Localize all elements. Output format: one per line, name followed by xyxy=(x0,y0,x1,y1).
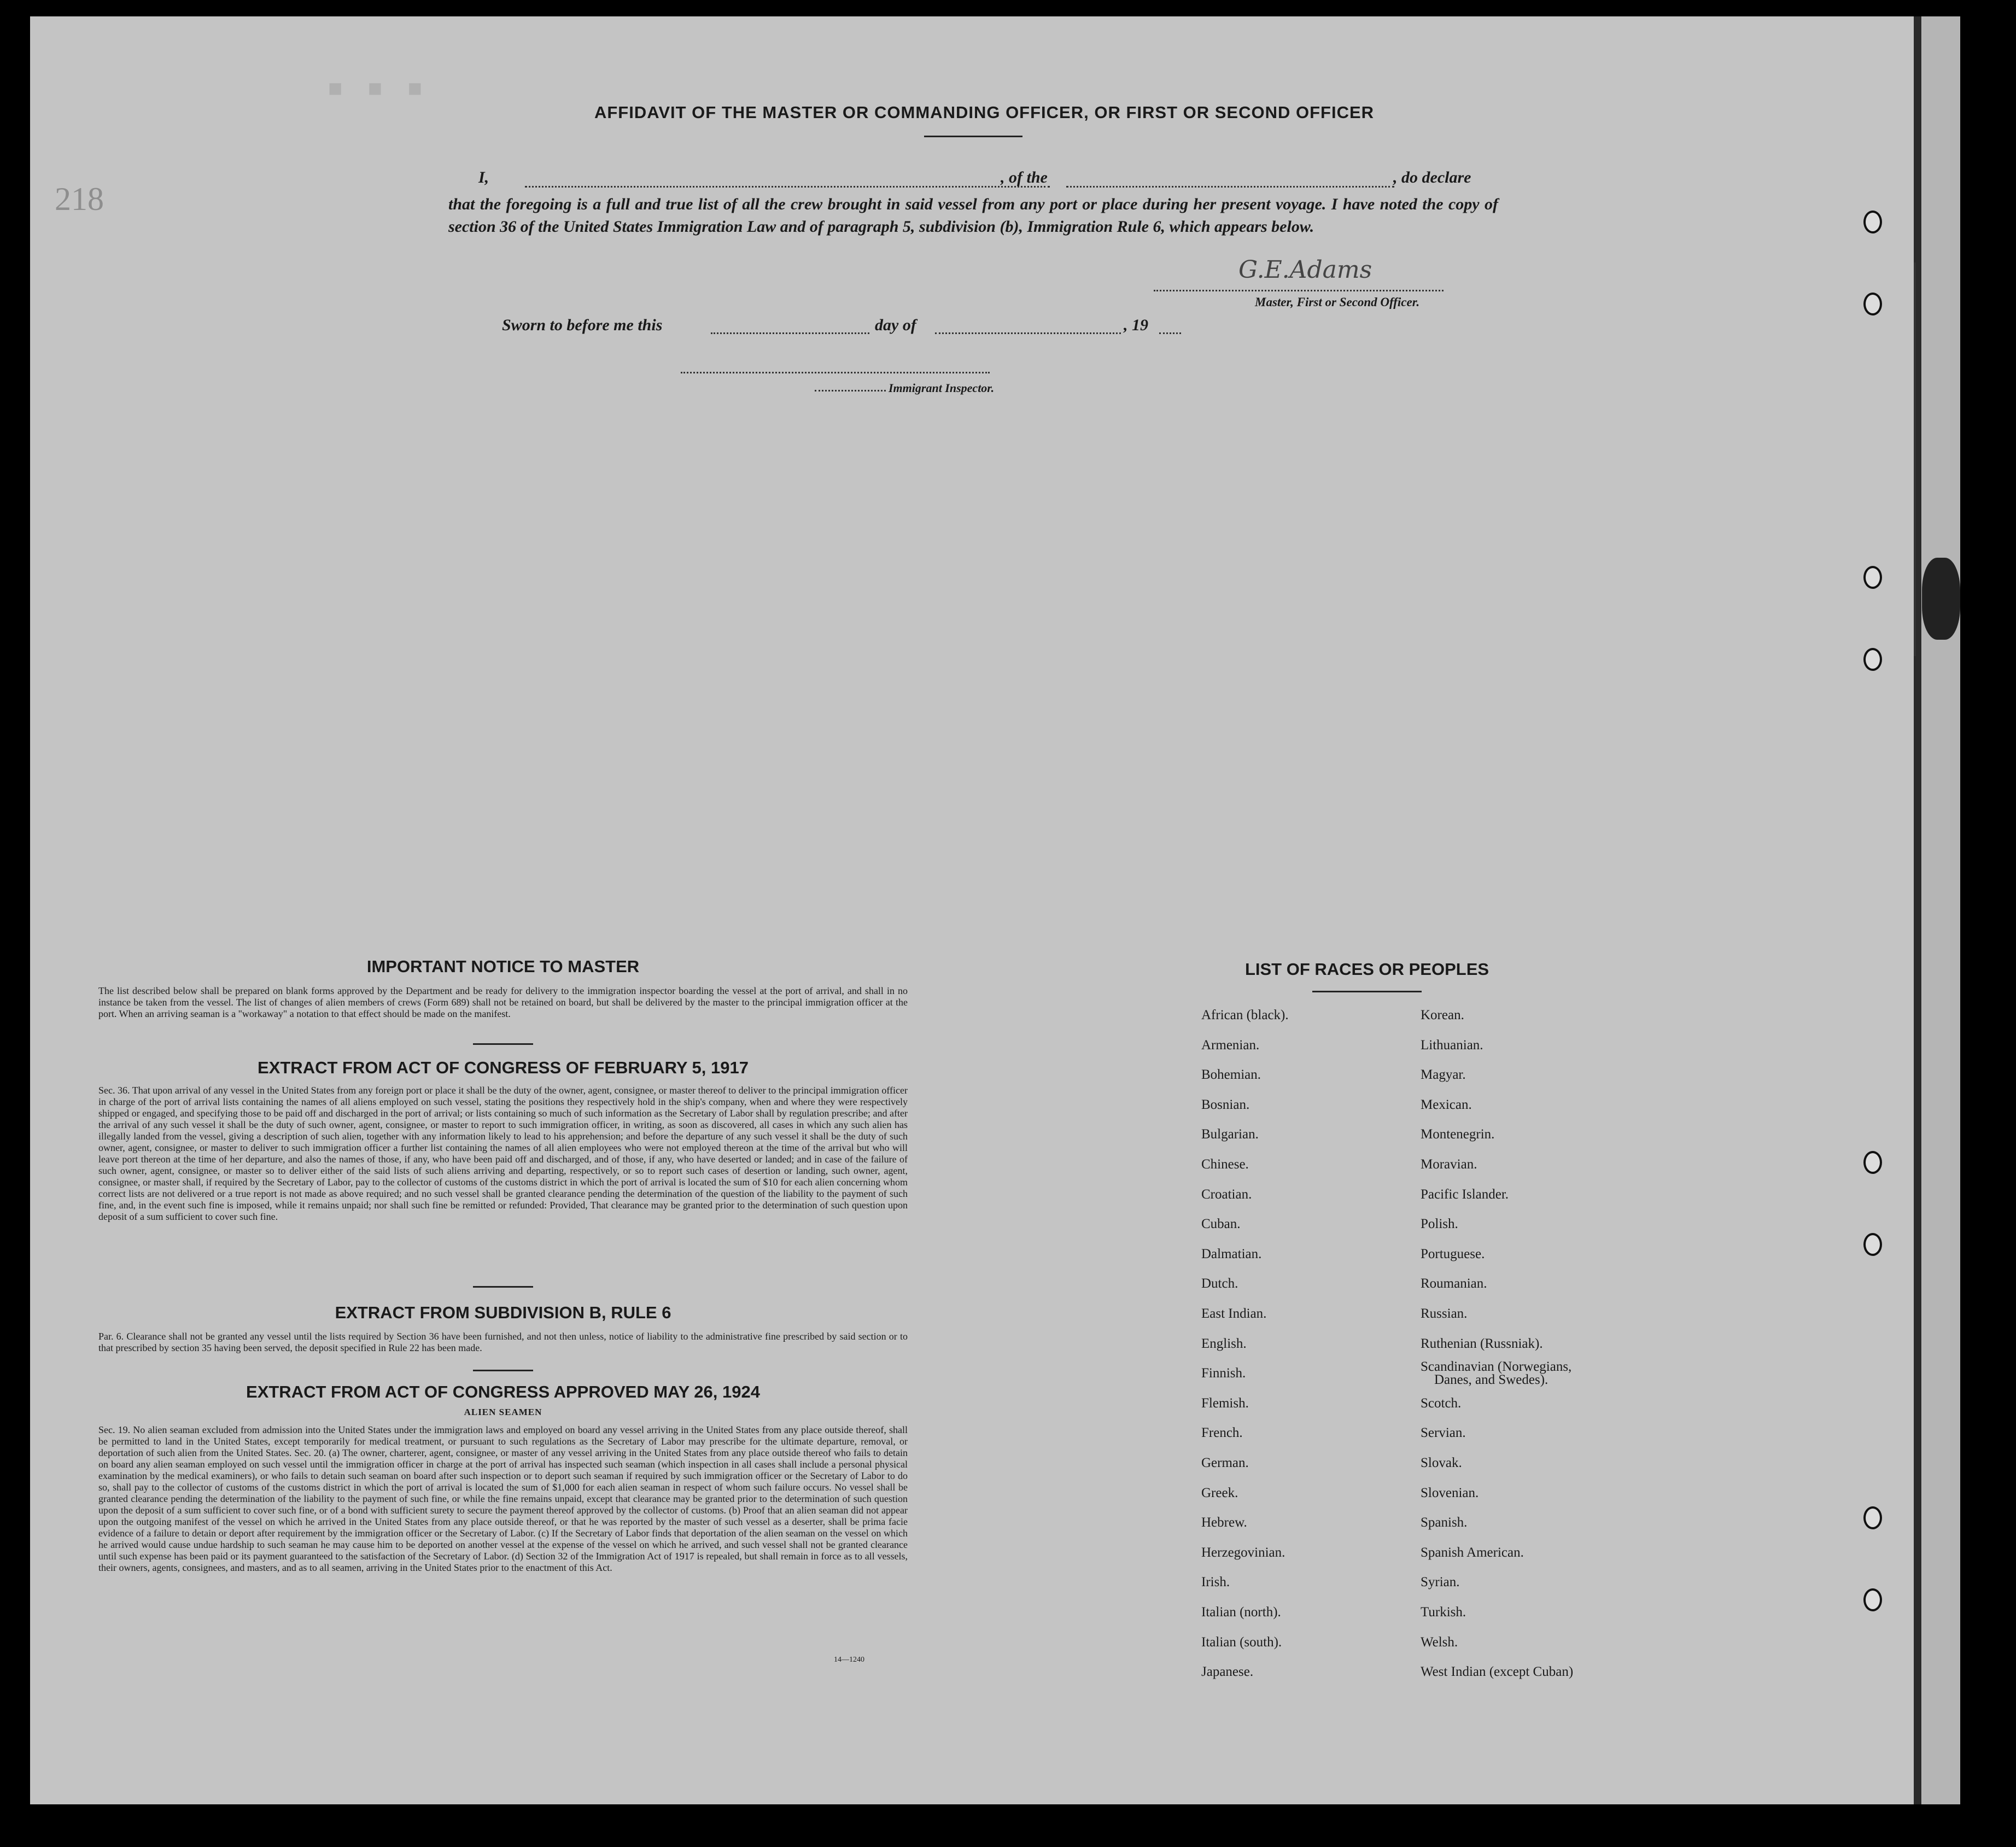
punch-hole xyxy=(1863,293,1882,315)
race-item: Cuban. xyxy=(1201,1217,1241,1232)
race-item: Magyar. xyxy=(1421,1067,1466,1083)
rule6-title: EXTRACT FROM SUBDIVISION B, RULE 6 xyxy=(335,1303,671,1322)
race-item: Montenegrin. xyxy=(1421,1127,1495,1142)
race-item: French. xyxy=(1201,1425,1243,1441)
ink-seal xyxy=(1922,558,1960,640)
race-item: Irish. xyxy=(1201,1575,1230,1590)
race-item: Polish. xyxy=(1421,1217,1458,1232)
signature-line xyxy=(1154,290,1444,291)
bleed-through-header: ■ ■ ■ xyxy=(328,77,428,104)
signature-label: Master, First or Second Officer. xyxy=(1255,295,1420,309)
race-item: Turkish. xyxy=(1421,1605,1466,1620)
punch-hole xyxy=(1863,1588,1882,1611)
race-item: Spanish American. xyxy=(1421,1545,1524,1560)
affidavit-i: I, xyxy=(478,168,489,186)
race-item: Korean. xyxy=(1421,1008,1464,1022)
punch-hole xyxy=(1863,1233,1882,1256)
affidavit-body: that the foregoing is a full and true list of all the crew brought in said vessel from any port or place during her present voyage. I have noted the copy of section 36 of the United States Immigration Law and of paragraph 5, subdivision (b), Immigration Rule 6, which appears below. xyxy=(448,195,1498,236)
page-number: 218 xyxy=(55,181,104,217)
inspector-label: Immigrant Inspector. xyxy=(889,381,995,395)
inspector-line xyxy=(681,372,990,373)
form-number: 14—1240 xyxy=(834,1656,864,1664)
punch-hole xyxy=(1863,648,1882,671)
punch-hole xyxy=(1863,566,1882,589)
punch-hole xyxy=(1863,211,1882,233)
declare-label: , do declare xyxy=(1393,168,1471,186)
race-item: Italian (south). xyxy=(1201,1634,1282,1650)
race-item: Slovak. xyxy=(1421,1456,1462,1470)
extract-1924-body: Sec. 19. No alien seaman excluded from admission into the United States under the immigration laws and employed on board any vessel arriving in the United States from any place outside thereof, shall be permitted to land in the United States, except temporarily for medical treatment, or pursuant to such regulations as the Secretary of Labor may prescribe for the ultimate departure, removal, or deportation of such alien from the United States. Sec. 20. (a) The owner, charterer, agent, consignee, or master of any vessel arriving in the United States from any place outside thereof who fails to detain on board any alien seaman employed on such vessel until the immigration officer in charge at the port of arrival has inspected such seaman (which inspection in all cases shall include a personal physical examination by the medical examiners), or who fails to detain such seaman on board after such inspection or to deport such seaman if required by such immigration officer or the Secretary of Labor to do so, shall pay to the collector of customs of the customs district in which the port of arrival is located the sum of $1,000 for each alien seaman in respect of whom such failure occurs. No vessel shall be granted clearance pending the determination of the liability to the payment of such fine, or while the fine remains unpaid, except that clearance may be granted prior to the determination of such question upon the deposit of a sum sufficient to cover such fine, or of a bond with sufficient surety to secure the payment thereof approved by the collector of customs. (b) Proof that an alien seaman did not appear upon the outgoing manifest of the vessel on which he arrived in the United States from any place outside thereof, or that he was reported by the master of such vessel as a deserter, shall be prima facie evidence of a failure to detain or deport after requirement by the immigration officer or the Secretary of Labor. (c) If the Secretary of Labor finds that deportation of the alien seaman on the vessel on which he arrived would cause undue hardship to such seaman he may cause him to be deported on another vessel at the expense of the vessel on which he arrived, and such vessel shall not be granted clearance until such expense has been paid or its payment guaranteed to the satisfaction of the Secretary of Labor. (d) Section 32 of the Immigration Act of 1917 is repealed, but shall remain in force as to all vessels, their owners, agents, consignees, and masters, and as to all seamen, arriving in the United States prior to the enactment of this Act. xyxy=(98,1424,908,1573)
name-blank[interactable] xyxy=(525,186,1050,188)
race-item: Portuguese. xyxy=(1421,1246,1485,1261)
section-rule xyxy=(473,1370,533,1371)
race-item: Bohemian. xyxy=(1201,1067,1261,1083)
race-item: Herzegovinian. xyxy=(1201,1545,1285,1560)
race-item: African (black). xyxy=(1201,1008,1289,1022)
race-item: Slovenian. xyxy=(1421,1485,1479,1500)
race-item: Mexican. xyxy=(1421,1097,1472,1112)
sworn-day-label: day of xyxy=(875,316,916,334)
day-blank[interactable] xyxy=(711,332,869,334)
race-item: Ruthenian (Russniak). xyxy=(1421,1336,1543,1351)
races-title: LIST OF RACES OR PEOPLES xyxy=(1244,960,1489,979)
race-item: Dalmatian. xyxy=(1201,1246,1262,1261)
race-item: Italian (north). xyxy=(1201,1605,1281,1620)
race-item: Flemish. xyxy=(1201,1395,1249,1411)
race-item: Bosnian. xyxy=(1201,1097,1250,1112)
race-item: Russian. xyxy=(1421,1306,1468,1321)
race-item: Moravian. xyxy=(1421,1157,1477,1172)
rule6-body: Par. 6. Clearance shall not be granted any vessel until the lists required by Section 36 have been furnished, and not then unless, notice of liability to the administrative fine prescribed by said section or to that prescribed by section 35 having been served, the deposit specified in Rule 22 has been made. xyxy=(98,1331,908,1353)
officer-signature: G.E.Adams xyxy=(1238,256,1372,284)
race-item: Scotch. xyxy=(1421,1395,1462,1411)
notice-title: IMPORTANT NOTICE TO MASTER xyxy=(366,957,640,976)
race-item: Roumanian. xyxy=(1421,1276,1487,1291)
race-item: Croatian. xyxy=(1201,1186,1252,1202)
punch-hole xyxy=(1863,1151,1882,1174)
race-item: Scandinavian (Norwegians, Danes, and Swedes). xyxy=(1421,1359,1572,1388)
race-item: Japanese. xyxy=(1201,1664,1254,1680)
race-item: German. xyxy=(1201,1456,1249,1470)
race-item: West Indian (except Cuban) xyxy=(1421,1664,1574,1680)
races-rule xyxy=(1312,991,1422,992)
race-item: Pacific Islander. xyxy=(1421,1186,1509,1202)
section-rule xyxy=(473,1286,533,1288)
race-item: Spanish. xyxy=(1421,1515,1468,1530)
extract-1917-title: EXTRACT FROM ACT OF CONGRESS OF FEBRUARY 5, 1917 xyxy=(258,1058,749,1077)
section-rule xyxy=(473,1043,533,1045)
month-blank[interactable] xyxy=(935,332,1121,334)
notice-body: The list described below shall be prepared on blank forms approved by the Department and be ready for delivery to the immigration inspector boarding the vessel at the port of arrival, and shall in no instance be taken from the vessel. The list of changes of alien members of crews (Form 689) shall not be retained on board, but shall be delivered by the master to the principal immigration officer at the port. When an arriving seaman is a "workaway" a notation to that effect should be made on the manifest. xyxy=(98,985,908,1019)
sworn-year: , 19 xyxy=(1124,316,1148,334)
race-item: Bulgarian. xyxy=(1201,1127,1259,1142)
race-item: East Indian. xyxy=(1201,1306,1267,1321)
race-item: Dutch. xyxy=(1201,1276,1238,1291)
extract-1924-subtitle: ALIEN SEAMEN xyxy=(464,1407,542,1417)
vessel-blank[interactable] xyxy=(1066,186,1394,188)
race-item: Greek. xyxy=(1201,1485,1238,1500)
race-item: Hebrew. xyxy=(1201,1515,1247,1530)
of-the-label: , of the xyxy=(1001,168,1048,186)
title-rule xyxy=(924,136,1022,137)
race-item: Armenian. xyxy=(1201,1037,1260,1053)
punch-hole xyxy=(1863,1506,1882,1529)
race-item: Finnish. xyxy=(1201,1366,1246,1381)
race-item: Servian. xyxy=(1421,1425,1466,1441)
affidavit-title: AFFIDAVIT OF THE MASTER OR COMMANDING OFFICER, OR FIRST OR SECOND OFFICER xyxy=(594,103,1375,122)
race-item: Welsh. xyxy=(1421,1634,1458,1650)
year-blank[interactable] xyxy=(1159,332,1181,334)
race-item: Chinese. xyxy=(1201,1157,1249,1172)
extract-1917-body: Sec. 36. That upon arrival of any vessel in the United States from any foreign port or place it shall be the duty of the owner, agent, consignee, or master thereof to deliver to the principal immigration officer in charge of the port of arrival lists containing the names of all aliens employed on such vessel, stating the positions they respectively hold in the ship's company, when and where they were respectively shipped or engaged, and specifying those to be paid off and discharged in the port of arrival; or lists containing so much of such information as the Secretary of Labor shall by regulation prescribe; and after the arrival of any such vessel it shall be the duty of such owner, agent, consignee, or master to report to such immigration officer, in writing, as soon as discovered, all cases in which any such alien has illegally landed from the vessel, giving a description of such alien, together with any information likely to lead to his apprehension; and before the departure of any such vessel it shall be the duty of such owner, agent, consignee, or master to deliver to such immigration officer a further list containing the names of all alien employees who were not employed thereon at the time of the arrival but who will leave port thereon at the time of her departure, and also the names of those, if any, who have been paid off and discharged, and of those, if any, who have deserted or landed; and in case of the failure of such owner, agent, consignee, or master so to deliver either of the said lists of such aliens arriving and departing, respectively, or so to report such cases of desertion or landing, such owner, agent, consignee, or master shall, if required by the Secretary of Labor, pay to the collector of customs of the customs district in which the port of arrival is located the sum of $10 for each alien concerning whom correct lists are not delivered or a true report is not made as above required; and no such vessel shall be granted clearance pending the determination of the question of the liability to the payment of such fine, and, in the event such fine is imposed, while it remains unpaid; nor shall such fine be remitted or refunded: Provided, That clearance may be granted prior to the determination of such question upon deposit of a sum sufficient to cover such fine. xyxy=(98,1085,908,1222)
sworn-prefix: Sworn to before me this xyxy=(502,316,663,334)
race-item: English. xyxy=(1201,1336,1247,1351)
inspector-line-short xyxy=(815,390,886,391)
extract-1924-title: EXTRACT FROM ACT OF CONGRESS APPROVED MAY 26, 1924 xyxy=(246,1382,760,1401)
race-item: Syrian. xyxy=(1421,1575,1460,1590)
race-item: Lithuanian. xyxy=(1421,1037,1483,1053)
